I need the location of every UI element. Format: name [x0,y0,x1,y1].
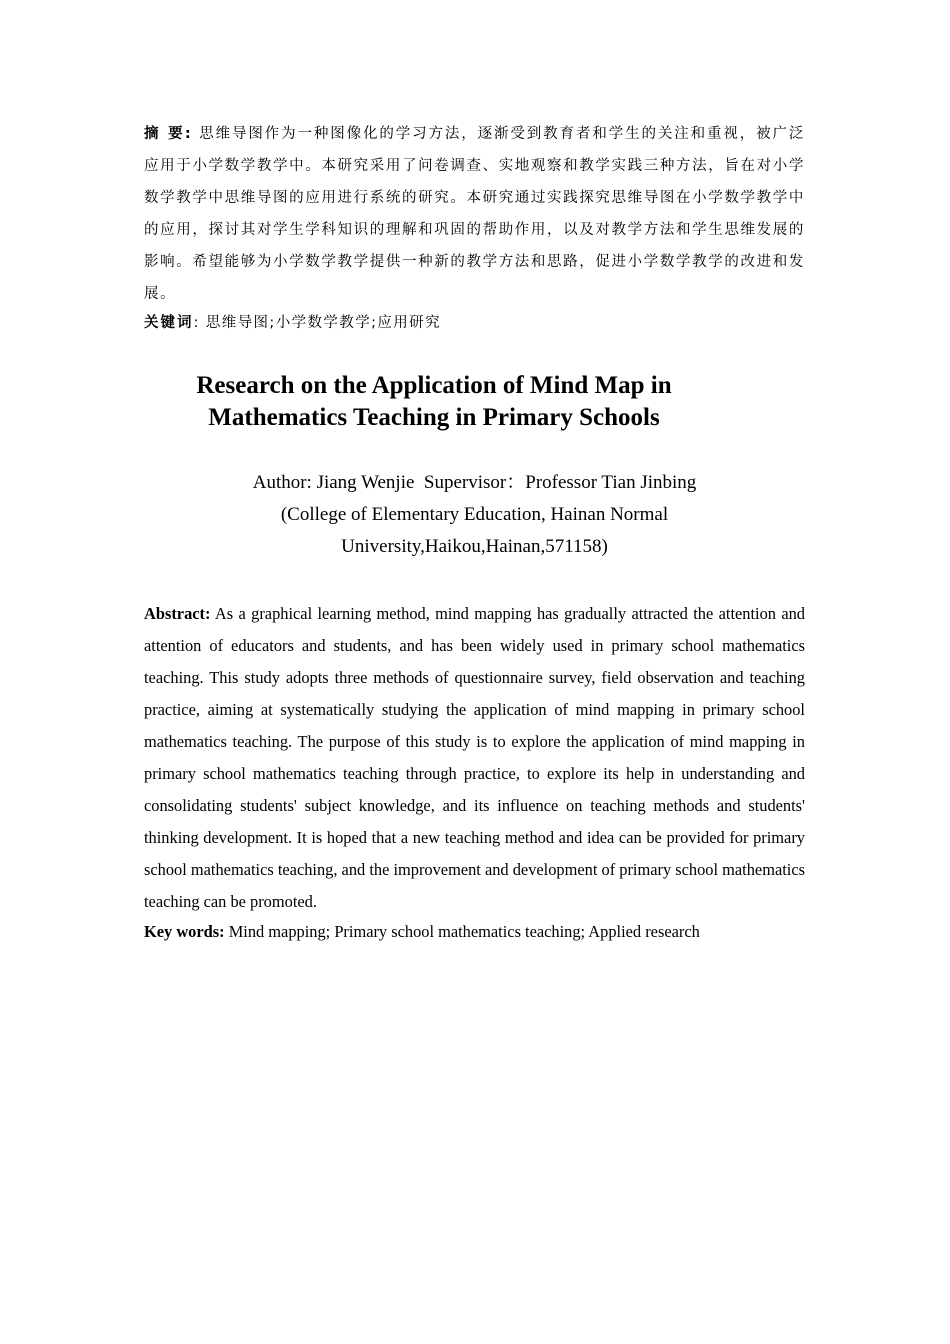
english-keywords-text: Mind mapping; Primary school mathematics teaching; Applied research [228,922,700,941]
affiliation-line-1: (College of Elementary Education, Hainan Normal [280,504,669,525]
english-abstract-text: As a graphical learning method, mind mapping has gradually attracted the attention and attention of educators and students, and has been widely used in primary school mathematics teaching. This study adopts three methods of questionnaire survey, field observation and teaching practice, aiming at systematically studying the application of mind mapping in primary school mathematics teaching. The purpose of this study is to explore the application of mind mapping in primary school mathematics teaching through practice, to explore its help in understanding and consolidating students' subject knowledge, and its influence on teaching methods and students' thinking development. It is hoped that a new teaching method and idea can be provided for primary school mathematics teaching, and the improvement and development of primary school mathematics teaching can be promoted. [144,604,805,911]
chinese-keywords-colon: : [193,315,200,331]
chinese-keywords [144,308,805,338]
affiliation-line-2: University,Haikou,Hainan,571158) [341,536,608,557]
english-title-line-2: Mathematics Teaching in Primary Schools [208,404,660,431]
chinese-abstract [144,118,805,310]
english-title [144,370,724,434]
chinese-keywords-label: 关键词 [144,315,194,331]
author-line: Author: Jiang Wenjie Supervisor：Professor Tian Jinbing [252,472,697,493]
english-abstract [144,598,805,918]
english-keywords-label: Key words: [144,922,225,941]
author-affiliation [144,467,805,563]
english-keywords [144,917,805,947]
chinese-abstract-colon: : [184,126,193,142]
chinese-abstract-label: 摘 要 [144,126,185,142]
english-title-line-1: Research on the Application of Mind Map in [196,372,672,399]
chinese-abstract-text: 思维导图作为一种图像化的学习方法，逐渐受到教育者和学生的关注和重视，被广泛应用于小学数学教学中。本研究采用了问卷调查、实地观察和教学实践三种方法，旨在对小学数学教学中思维导图的应用进行系统的研究。本研究通过实践探究思维导图在小学数学教学中的应用，探讨其对学生学科知识的理解和巩固的帮助作用，以及对教学方法和学生思维发展的影响。希望能够为小学数学教学提供一种新的教学方法和思路，促进小学数学教学的改进和发展。 [144,126,805,302]
chinese-keywords-text: 思维导图;小学数学教学;应用研究 [205,315,441,331]
english-abstract-label: Abstract: [144,604,211,623]
